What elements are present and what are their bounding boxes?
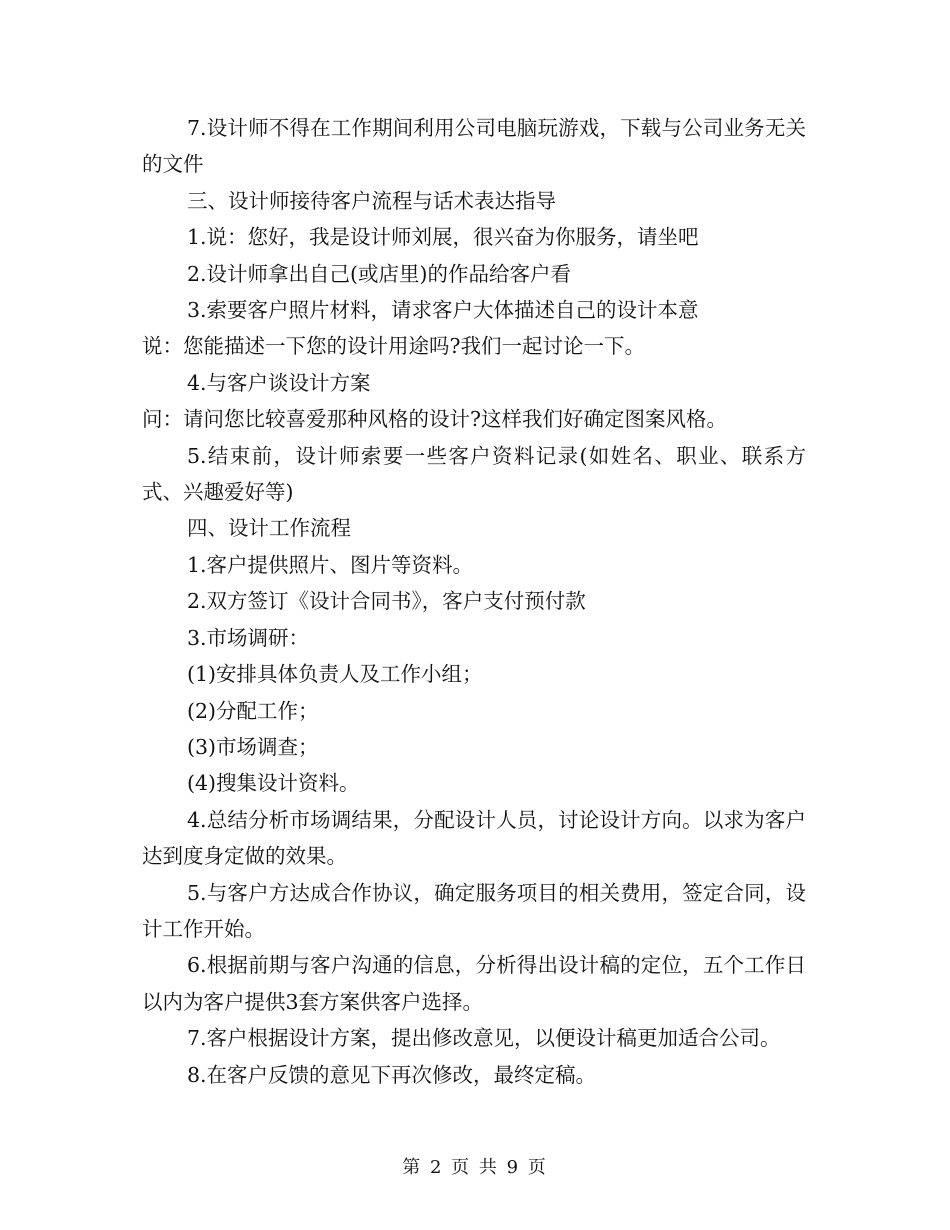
list-item: (2)分配工作； bbox=[187, 698, 319, 723]
paragraph: 说：您能描述一下您的设计用途吗?我们一起讨论一下。 bbox=[142, 334, 645, 359]
section-heading: 三、设计师接待客户流程与话术表达指导 bbox=[187, 188, 556, 213]
list-item: (3)市场调查； bbox=[187, 734, 319, 759]
paragraph: 1.客户提供照片、图片等资料。 bbox=[187, 552, 474, 577]
page-number-footer: 第 2 页 共 9 页 bbox=[402, 1157, 548, 1178]
paragraph: 4.总结分析市场调结果，分配设计人员，讨论设计方向。以求为客户达到度身定做的效果。 bbox=[142, 807, 806, 869]
list-item: (4)搜集设计资料。 bbox=[187, 771, 360, 796]
paragraph: 6.根据前期与客户沟通的信息，分析得出设计稿的定位，五个工作日以内为客户提供3套方案供客户选择。 bbox=[142, 953, 806, 1014]
document-body bbox=[142, 110, 806, 1093]
paragraph: 5.结束前，设计师索要一些客户资料记录(如姓名、职业、联系方式、兴趣爱好等) bbox=[142, 443, 806, 505]
paragraph: 8.在客户反馈的意见下再次修改，最终定稿。 bbox=[187, 1062, 597, 1087]
paragraph: 4.与客户谈设计方案 bbox=[187, 370, 371, 395]
paragraph: 7.客户根据设计方案，提出修改意见，以便设计稿更加适合公司。 bbox=[187, 1026, 781, 1051]
paragraph: 7.设计师不得在工作期间利用公司电脑玩游戏，下载与公司业务无关的文件 bbox=[142, 116, 806, 177]
list-item: (1)安排具体负责人及工作小组； bbox=[187, 662, 483, 687]
paragraph: 1.说：您好，我是设计师刘展，很兴奋为你服务，请坐吧 bbox=[187, 225, 699, 250]
section-heading: 四、设计工作流程 bbox=[187, 516, 351, 541]
paragraph: 问：请问您比较喜爱那种风格的设计?这样我们好确定图案风格。 bbox=[142, 407, 727, 432]
paragraph: 5.与客户方达成合作协议，确定服务项目的相关费用，签定合同，设计工作开始。 bbox=[142, 880, 806, 941]
paragraph: 3.索要客户照片材料，请求客户大体描述自己的设计本意 bbox=[187, 298, 699, 323]
paragraph: 3.市场调研： bbox=[187, 625, 310, 650]
paragraph: 2.双方签订《设计合同书》，客户支付预付款 bbox=[187, 589, 586, 614]
paragraph: 2.设计师拿出自己(或店里)的作品给客户看 bbox=[187, 261, 572, 286]
